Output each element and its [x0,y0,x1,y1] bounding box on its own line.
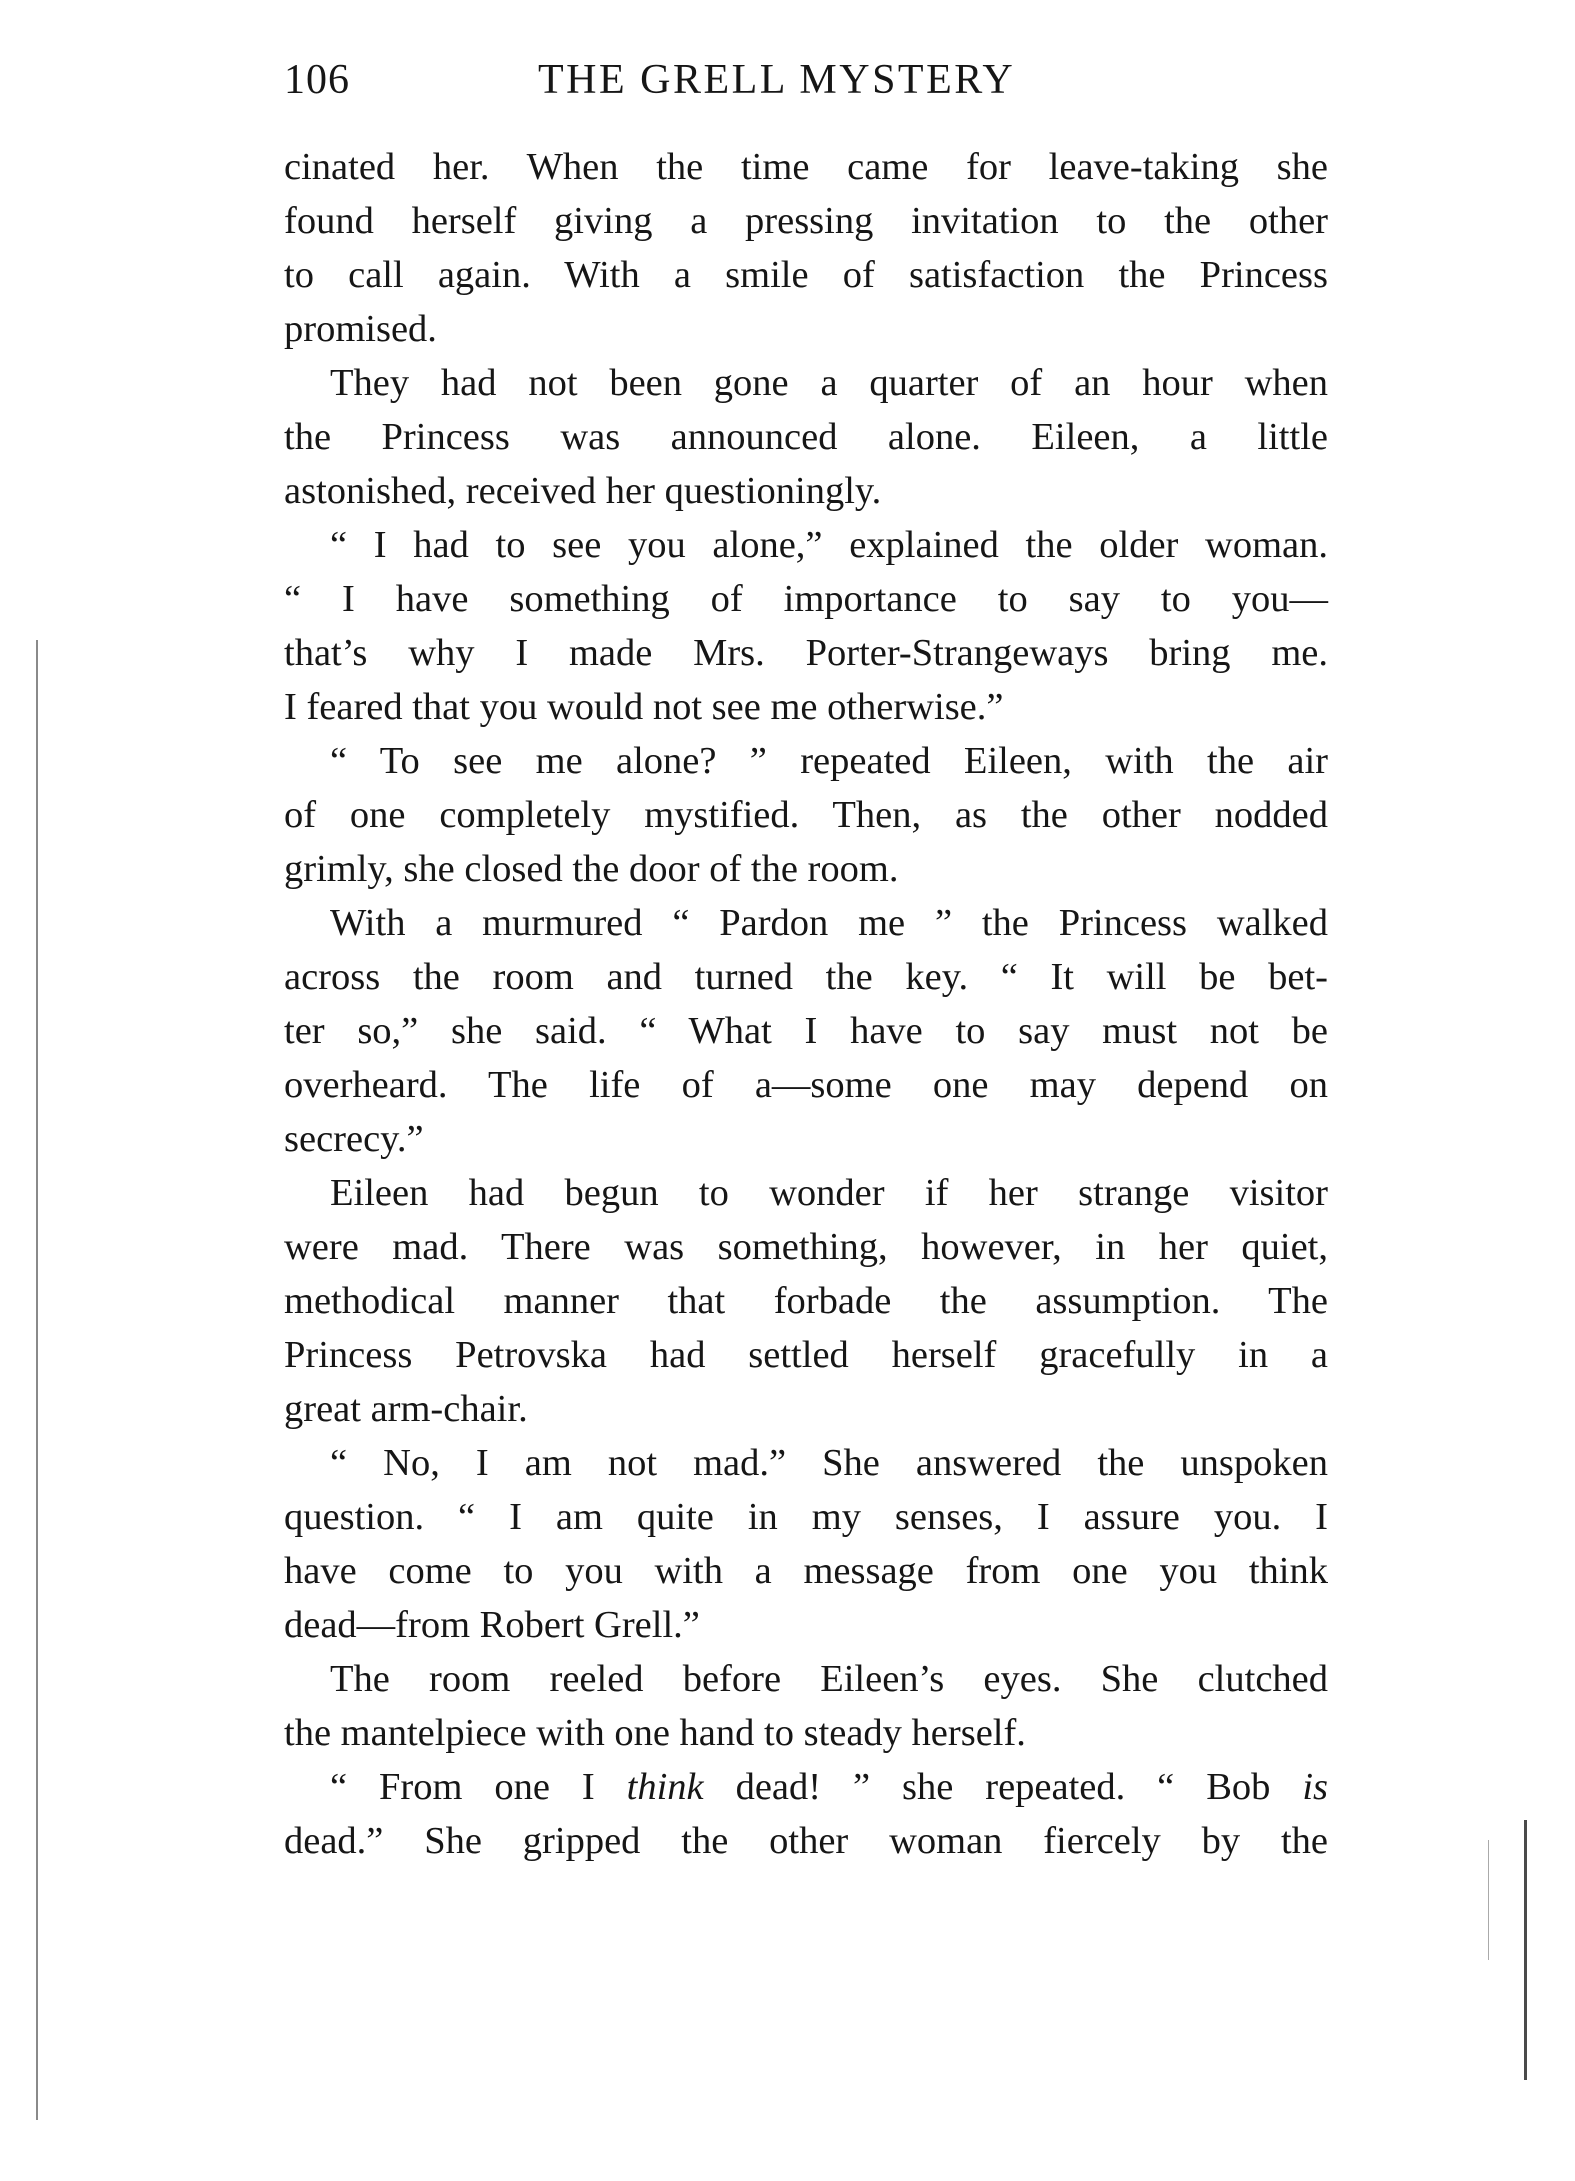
text-line: astonished, received her questioningly. [284,470,882,512]
running-title: THE GRELL MYSTERY [538,57,1016,103]
text-line: overheard. The life of a—some one may depend on [284,1064,1328,1106]
scan-edge-mark [1524,1820,1527,2080]
text-line: question. “ I am quite in my senses, I assure you. I [284,1496,1328,1538]
text-line: grimly, she closed the door of the room. [284,848,899,890]
text-line: promised. [284,308,437,350]
text-line: of one completely mystified. Then, as the other nodded [284,794,1328,836]
text-line: dead—from Robert Grell.” [284,1604,700,1646]
text-line: They had not been gone a quarter of an hour when [330,362,1328,404]
text-line: great arm-chair. [284,1388,528,1430]
text-line: With a murmured “ Pardon me ” the Princess walked [330,902,1328,944]
text-line: cinated her. When the time came for leave-taking she [284,146,1328,188]
page-number: 106 [284,57,350,103]
text-line: that’s why I made Mrs. Porter-Strangeways bring me. [284,632,1328,674]
text-line: secrecy.” [284,1118,424,1160]
text-line: ter so,” she said. “ What I have to say must not be [284,1010,1328,1052]
scan-edge-mark [36,640,38,2120]
text-line: found herself giving a pressing invitation to the other [284,200,1328,242]
body-text [284,140,1328,1868]
text-line: were mad. There was something, however, in her quiet, [284,1226,1328,1268]
scan-edge-mark [1488,1840,1489,1960]
text-line: I feared that you would not see me otherwise.” [284,686,1004,728]
text-line: dead.” She gripped the other woman fiercely by the [284,1820,1328,1862]
text-line: The room reeled before Eileen’s eyes. She clutched [330,1658,1328,1700]
text-line [284,1760,1328,1814]
text-line: “ No, I am not mad.” She answered the unspoken [330,1442,1328,1484]
text-line: the Princess was announced alone. Eileen, a little [284,416,1328,458]
text-line: Princess Petrovska had settled herself gracefully in a [284,1334,1328,1376]
emphasis-text: think [626,1766,704,1808]
text-line: across the room and turned the key. “ It will be bet- [284,956,1328,998]
text-line: the mantelpiece with one hand to steady herself. [284,1712,1026,1754]
text-line: Eileen had begun to wonder if her strange visitor [330,1172,1328,1214]
page-header [284,56,1328,116]
text-segment: “ From one I [330,1766,627,1808]
text-line: have come to you with a message from one you think [284,1550,1328,1592]
text-segment: dead! ” she repeated. “ Bob [703,1766,1303,1808]
emphasis-text: is [1302,1766,1328,1808]
text-line: to call again. With a smile of satisfaction the Princess [284,254,1328,296]
text-line: “ To see me alone? ” repeated Eileen, with the air [330,740,1328,782]
text-line: “ I have something of importance to say to you— [284,578,1328,620]
text-line: methodical manner that forbade the assumption. The [284,1280,1328,1322]
text-line: “ I had to see you alone,” explained the older woman. [330,524,1328,566]
